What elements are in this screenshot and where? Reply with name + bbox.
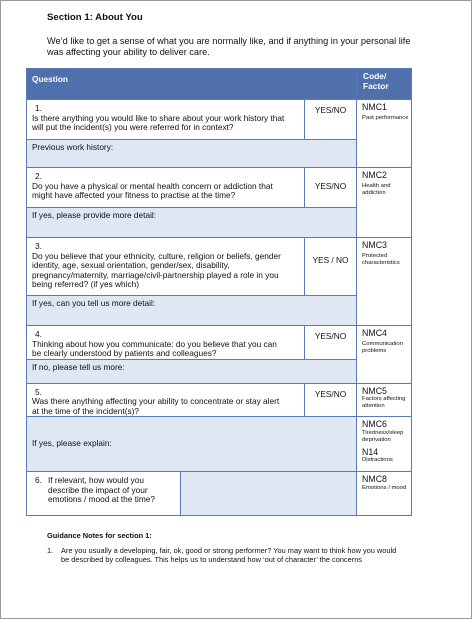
- follow-row-3: [27, 296, 412, 326]
- question-2-code-desc: Health and addiction: [362, 182, 391, 196]
- section-intro: We’d like to get a sense of what you are normally like, and if anything in your personal life was affecting your ability to deliver care.: [47, 36, 411, 57]
- question-5-extra-codes: [357, 417, 412, 472]
- attention-detail-label: If yes, please explain:: [32, 438, 112, 449]
- question-3-code-desc: Protected characteristics: [362, 252, 400, 266]
- questions-table: [26, 68, 412, 516]
- question-5-code-desc: Factors affecting attention: [362, 396, 406, 409]
- question-5-code-3-desc: Distractions: [362, 457, 393, 463]
- question-5-code-3: N14: [362, 446, 379, 457]
- health-detail-label: If yes, please provide more detail:: [32, 210, 157, 220]
- question-6: [27, 472, 181, 516]
- question-6-code: NMC8: [362, 474, 387, 484]
- question-1-code-cell: [357, 100, 412, 168]
- guidance-item-1-text: Are you usually a developing, fair, ok, good or strong performer? You may want to think how you would be described by colleagues. This helps us to understand how ‘out of character’ the concerns: [61, 546, 397, 564]
- code-column-header: [357, 69, 412, 100]
- question-1-code-desc: Past performance: [362, 114, 409, 121]
- guidance-item-1: [47, 546, 412, 564]
- question-4-number: 4.: [35, 329, 42, 339]
- question-4-answer[interactable]: YES/NO: [305, 326, 357, 360]
- question-3-code: NMC3: [362, 240, 387, 250]
- question-row-6: [27, 472, 412, 516]
- follow-row-4: [27, 359, 412, 383]
- question-3-text: Do you believe that your ethnicity, culture, religion or beliefs, gender identity, age, sexual orientation, gender/sex, disability, pregnancy/maternity, marriage/civil-partnership played a role in you being referred? (if yes which): [32, 250, 281, 289]
- question-5-answer[interactable]: YES/NO: [305, 383, 357, 417]
- question-1-text: Is there anything you would like to share about your work history that will put the incident(s) you were referred for in context?: [32, 112, 285, 132]
- question-row-3: [27, 238, 412, 296]
- question-5-code-2: NMC6: [362, 419, 387, 429]
- question-1-answer[interactable]: YES/NO: [305, 100, 357, 140]
- question-row-5: [27, 383, 412, 417]
- question-2-code-cell: [357, 168, 412, 238]
- question-4-code-desc: Communication problems: [362, 340, 403, 354]
- question-2-number: 2.: [35, 171, 42, 181]
- question-4-text: Thinking about how you communicate: do you believe that you can be clearly understood by patients and colleagues?: [32, 338, 277, 358]
- question-5-code-2-desc: Tiredness/sleep deprivation: [362, 429, 404, 443]
- characteristics-detail-field[interactable]: [27, 296, 357, 326]
- follow-row-1: [27, 140, 412, 168]
- question-5-number: 5.: [35, 386, 42, 397]
- guidance-title: Guidance Notes for section 1:: [47, 531, 152, 540]
- attention-detail-field[interactable]: [27, 417, 357, 472]
- question-2-code: NMC2: [362, 170, 387, 180]
- question-3: [27, 238, 305, 296]
- question-6-number: 6.: [35, 475, 42, 485]
- question-5: [27, 383, 305, 417]
- table-header-row: [27, 69, 412, 100]
- question-4: [27, 326, 305, 360]
- question-3-answer[interactable]: YES / NO: [305, 238, 357, 296]
- question-6-code-cell: [357, 472, 412, 516]
- question-5-text: Was there anything affecting your ability to concentrate or stay alert at the time of the incident(s)?: [32, 396, 280, 416]
- follow-row-2: [27, 208, 412, 238]
- code-header-line2: Factor: [363, 81, 389, 91]
- question-5-code: NMC5: [362, 385, 387, 396]
- question-row-4: [27, 326, 412, 360]
- question-2-answer[interactable]: YES/NO: [305, 168, 357, 208]
- code-header-line1: Code/: [363, 71, 387, 81]
- question-5-code-cell: [357, 383, 412, 417]
- characteristics-detail-label: If yes, can you tell us more detail:: [32, 298, 156, 308]
- question-1-number: 1.: [35, 103, 42, 113]
- question-3-code-cell: [357, 238, 412, 326]
- question-2: [27, 168, 305, 208]
- communication-detail-field[interactable]: [27, 359, 357, 383]
- question-3-number: 3.: [35, 241, 42, 251]
- question-6-text: If relevant, how would you describe the impact of your emotions / mood at the time?: [48, 475, 155, 504]
- follow-row-5: [27, 417, 412, 472]
- health-detail-field[interactable]: [27, 208, 357, 238]
- question-4-code-cell: [357, 326, 412, 384]
- question-4-code: NMC4: [362, 328, 387, 338]
- question-1: [27, 100, 305, 140]
- communication-detail-label: If no, please tell us more:: [32, 361, 125, 372]
- question-row-2: [27, 168, 412, 208]
- question-row-1: [27, 100, 412, 140]
- section-title: Section 1: About You: [47, 12, 143, 23]
- work-history-field[interactable]: [27, 140, 357, 168]
- question-6-code-desc: Emotions / mood: [362, 484, 407, 491]
- question-2-text: Do you have a physical or mental health concern or addiction that might have affected your fitness to practise at the time?: [32, 180, 273, 200]
- question-column-header: Question: [27, 69, 357, 100]
- work-history-label: Previous work history:: [32, 142, 114, 152]
- question-1-code: NMC1: [362, 102, 387, 112]
- emotions-answer-field[interactable]: [181, 472, 357, 516]
- guidance-item-1-number: 1.: [47, 546, 54, 555]
